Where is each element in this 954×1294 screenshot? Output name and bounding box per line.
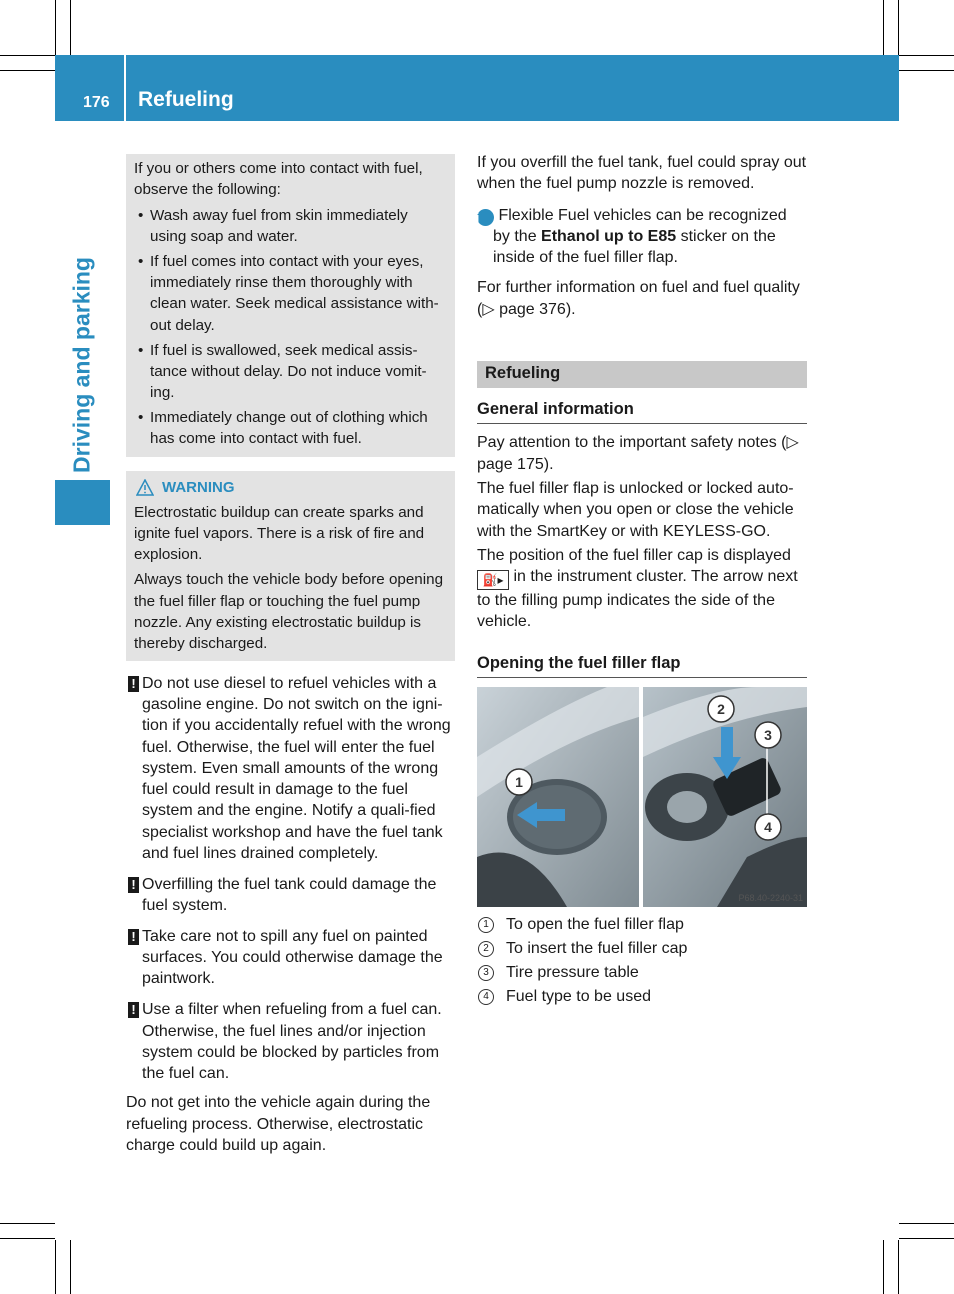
header-divider — [124, 55, 126, 121]
caution-note — [126, 999, 455, 1084]
legend-text: To open the fuel filler flap — [506, 916, 684, 934]
safety-bullet: • Wash away fuel from skin immediately using soap and water. — [134, 205, 447, 248]
safety-box — [126, 154, 455, 457]
section-heading: Refueling — [477, 361, 807, 388]
callout-3 — [755, 722, 781, 748]
safety-bullet: • If fuel is swallowed, seek medical assis-tance without delay. Do not induce vomit-ing. — [134, 340, 447, 404]
callout-2 — [708, 696, 734, 722]
sticker-name: Ethanol up to E85 — [541, 227, 677, 245]
svg-text:1: 1 — [515, 774, 523, 791]
warning-box — [126, 471, 455, 660]
note-text: Take care not to spill any fuel on painted surfaces. You could otherwise damage the paintwork. — [142, 927, 443, 988]
crop-mark — [898, 0, 899, 55]
note-text: Do not use diesel to refuel vehicles with a gasoline engine. Do not switch on the igni-tion if you accidentally refuel with the wrong fuel. Otherwise, the fuel will enter the fuel system. Even small amounts of the wrong fuel could result in damage to the fuel system and the engine. Notify a quali-fied specialist workshop and have the fuel tank and fuel lines drained completely. — [142, 674, 451, 862]
chapter-side-label: Driving and parking — [68, 257, 95, 473]
page-title: Refueling — [138, 88, 234, 111]
general-info-heading: General information — [477, 399, 807, 424]
fuel-pump-icon: ⛽▸ — [477, 570, 509, 590]
opening-flap-heading: Opening the fuel filler flap — [477, 653, 807, 678]
legend-item — [477, 913, 807, 937]
fuel-flap-figure — [477, 687, 807, 907]
legend-number: 4 — [478, 989, 494, 1005]
crop-mark — [55, 0, 56, 55]
right-column — [477, 152, 807, 1009]
legend-number: 3 — [478, 965, 494, 981]
crop-mark — [70, 0, 71, 55]
crop-mark — [0, 55, 55, 56]
legend-text: Tire pressure table — [506, 964, 639, 982]
crop-mark — [883, 1240, 884, 1294]
crop-mark — [899, 1223, 954, 1224]
crop-mark — [0, 70, 55, 71]
legend-item — [477, 961, 807, 985]
warning-text: Always touch the vehicle body before opening the fuel filler flap or touching the fuel pump nozzle. Any existing electrostatic buildup is thereby discharged. — [134, 571, 444, 653]
general-paragraph — [477, 545, 807, 633]
general-paragraph: The fuel filler flap is unlocked or locked auto-matically when you open or close the vehicle with the SmartKey or with KEYLESS-GO. — [477, 479, 794, 540]
caution-note — [126, 673, 455, 865]
crop-mark — [899, 1238, 954, 1239]
crop-mark — [0, 1238, 55, 1239]
crop-mark — [55, 1240, 56, 1294]
general-text: in the instrument cluster. The arrow next to the filling pump indicates the side of the vehicle. — [477, 568, 798, 631]
crop-mark — [70, 1240, 71, 1294]
note-text: Use a filter when refueling from a fuel can. Otherwise, the fuel lines and/or injection system could be blocked by particles from the fuel can. — [142, 1001, 442, 1083]
note-text: Overfilling the fuel tank could damage the fuel system. — [142, 875, 437, 915]
svg-text:2: 2 — [717, 701, 725, 718]
crop-mark — [0, 1223, 55, 1224]
caution-note — [126, 874, 455, 917]
crop-mark — [883, 0, 884, 55]
legend-text: To insert the fuel filler cap — [506, 940, 688, 958]
warning-label: WARNING — [162, 479, 235, 497]
general-text: The position of the fuel filler cap is displayed — [477, 546, 791, 564]
crop-mark — [899, 70, 954, 71]
legend-item — [477, 937, 807, 961]
crop-mark — [898, 1240, 899, 1294]
legend-item — [477, 985, 807, 1009]
svg-text:4: 4 — [764, 819, 772, 836]
fuel-flap-illustration — [477, 687, 807, 907]
info-text: Flexible Fuel vehicles can be recognized by the — [493, 206, 787, 245]
exclamation-icon: ! — [128, 1002, 139, 1018]
info-text: sticker on the inside of the fuel filler flap. — [493, 227, 776, 267]
caution-note — [126, 926, 455, 990]
callout-1 — [506, 769, 532, 795]
info-note — [477, 205, 807, 269]
warning-text: Electrostatic buildup can create sparks and ignite fuel vapors. There is a risk of fire and explosion. — [134, 503, 425, 564]
legend-text: Fuel type to be used — [506, 988, 651, 1006]
closing-paragraph: Do not get into the vehicle again during the refueling process. Otherwise, electrostatic charge could build up again. — [126, 1094, 431, 1155]
svg-text:3: 3 — [764, 727, 772, 744]
crop-mark — [899, 55, 954, 56]
side-tab-marker — [55, 480, 110, 525]
page-number: 176 — [83, 94, 110, 111]
exclamation-icon: ! — [128, 929, 139, 945]
general-paragraph: Pay attention to the important safety notes (▷ page 175). — [477, 434, 799, 473]
exclamation-icon: ! — [128, 676, 139, 692]
figure-legend — [477, 913, 807, 1009]
safety-list — [134, 205, 447, 450]
warning-heading — [136, 477, 447, 498]
left-column — [126, 154, 455, 1156]
safety-bullet: • If fuel comes into contact with your eyes, immediately rinse them thoroughly with clean water. Seek medical assistance with-out delay. — [134, 251, 447, 336]
callout-4 — [755, 814, 781, 840]
further-info: For further information on fuel and fuel quality (▷ page 376). — [477, 279, 800, 318]
figure-code: P68.40-2240-31 — [738, 893, 803, 904]
overfill-paragraph: If you overfill the fuel tank, fuel could spray out when the fuel pump nozzle is removed. — [477, 154, 807, 193]
warning-triangle-icon — [136, 479, 154, 496]
safety-bullet: • Immediately change out of clothing which has come into contact with fuel. — [134, 407, 447, 450]
safety-intro: If you or others come into contact with fuel, observe the following: — [134, 160, 423, 199]
legend-number: 2 — [478, 941, 494, 957]
exclamation-icon: ! — [128, 877, 139, 893]
legend-number: 1 — [478, 917, 494, 933]
info-icon: i — [477, 209, 494, 226]
